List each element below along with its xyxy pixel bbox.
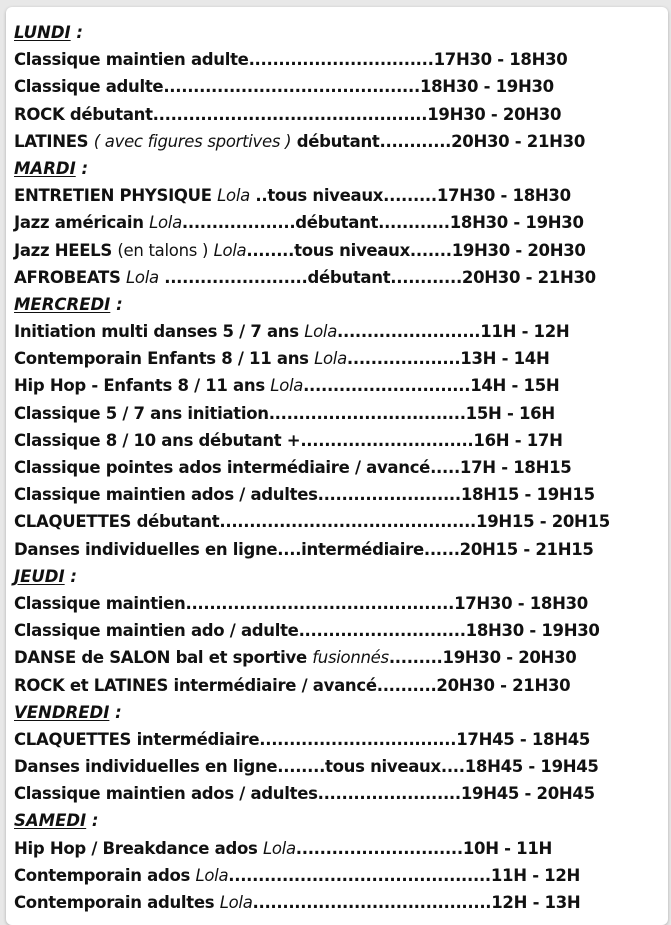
class-text: Classique maintien adulte...............................17H30 - 18H30 bbox=[14, 50, 568, 70]
class-row bbox=[14, 128, 664, 155]
class-note-plain: (en talons ) bbox=[117, 240, 209, 260]
class-row bbox=[14, 264, 664, 291]
class-note: Lola bbox=[304, 322, 338, 342]
class-text: ............................10H - 11H bbox=[295, 838, 553, 858]
class-text: CLAQUETTES intermédiaire.................................17H45 - 18H45 bbox=[14, 729, 591, 749]
class-row bbox=[14, 590, 664, 617]
day-heading bbox=[14, 291, 664, 318]
class-row bbox=[14, 345, 664, 372]
class-note: Lola bbox=[219, 893, 253, 912]
class-row bbox=[14, 753, 664, 780]
class-text: Contemporain adultes bbox=[14, 893, 220, 912]
class-row bbox=[14, 508, 664, 535]
class-row bbox=[14, 889, 664, 916]
class-text: Danses individuelles en ligne........tous niveaux....18H45 - 19H45 bbox=[14, 757, 599, 777]
class-text: .........19H30 - 20H30 bbox=[388, 648, 577, 668]
class-text: Danses individuelles en ligne....intermédiaire......20H15 - 21H15 bbox=[14, 539, 594, 559]
class-row bbox=[14, 237, 664, 264]
class-note: Lola bbox=[149, 213, 182, 233]
class-text: Classique pointes ados intermédiaire / avancé.....17H - 18H15 bbox=[14, 458, 572, 477]
class-row bbox=[14, 46, 664, 73]
class-row bbox=[14, 427, 664, 454]
day-name: VENDREDI bbox=[14, 702, 110, 722]
class-text: CLAQUETTES débutant...........................................19H15 - 20H15 bbox=[14, 512, 610, 532]
class-text: ROCK et LATINES intermédiaire / avancé..........20H30 - 21H30 bbox=[14, 675, 571, 695]
class-text: ........tous niveaux.......19H30 - 20H30 bbox=[246, 240, 586, 260]
class-row bbox=[14, 536, 664, 563]
class-note: ( avec figures sportives ) bbox=[93, 131, 292, 151]
day-separator: : bbox=[109, 702, 122, 722]
class-text: LATINES bbox=[14, 131, 94, 151]
class-row bbox=[14, 726, 664, 753]
class-row bbox=[14, 400, 664, 427]
class-text: Classique adulte...........................................18H30 - 19H30 bbox=[14, 77, 554, 97]
class-text: ENTRETIEN PHYSIQUE bbox=[14, 186, 218, 206]
class-text: Initiation multi danses 5 / 7 ans bbox=[14, 322, 305, 342]
class-text: débutant............20H30 - 21H30 bbox=[291, 131, 586, 151]
day-heading bbox=[14, 699, 664, 726]
class-text: Classique maintien ados / adultes........................19H45 - 20H45 bbox=[14, 784, 595, 804]
class-note: Lola bbox=[262, 838, 296, 858]
class-note: Lola bbox=[217, 186, 250, 206]
class-row bbox=[14, 372, 664, 399]
class-text: Classique 8 / 10 ans débutant +.............................16H - 17H bbox=[14, 430, 563, 450]
class-row bbox=[14, 101, 664, 128]
class-row bbox=[14, 318, 664, 345]
class-note: Lola bbox=[213, 240, 247, 260]
day-separator: : bbox=[110, 294, 123, 314]
class-note: Lola bbox=[126, 267, 159, 287]
class-row bbox=[14, 672, 664, 699]
class-text: Contemporain ados bbox=[14, 865, 196, 885]
day-name: MERCREDI bbox=[14, 294, 111, 314]
class-text: Hip Hop - Enfants 8 / 11 ans bbox=[14, 376, 271, 396]
class-row bbox=[14, 454, 664, 481]
day-heading bbox=[14, 155, 664, 182]
class-row bbox=[14, 862, 664, 889]
class-text: ...................débutant............18H30 - 19H30 bbox=[181, 213, 584, 233]
class-note: Lola bbox=[195, 865, 229, 885]
schedule-sheet bbox=[6, 7, 668, 925]
class-row bbox=[14, 209, 664, 236]
class-row bbox=[14, 644, 664, 671]
class-row bbox=[14, 835, 664, 862]
class-text: ...................13H - 14H bbox=[346, 349, 550, 369]
class-text: ............................14H - 15H bbox=[303, 376, 560, 396]
class-text: ............................................11H - 12H bbox=[228, 865, 581, 885]
class-text: ........................débutant............20H30 - 21H30 bbox=[158, 267, 596, 287]
day-name: SAMEDI bbox=[14, 811, 87, 831]
class-row bbox=[14, 617, 664, 644]
class-text: ROCK débutant..............................................19H30 - 20H30 bbox=[14, 104, 562, 124]
class-text: ..tous niveaux.........17H30 - 18H30 bbox=[249, 186, 571, 206]
class-row bbox=[14, 182, 664, 209]
class-text: AFROBEATS bbox=[14, 267, 126, 287]
class-text: Contemporain Enfants 8 / 11 ans bbox=[14, 349, 315, 369]
class-text: Classique 5 / 7 ans initiation.................................15H - 16H bbox=[14, 403, 555, 423]
class-text: Classique maintien.............................................17H30 - 18H30 bbox=[14, 593, 588, 613]
day-separator: : bbox=[86, 811, 99, 831]
class-row bbox=[14, 780, 664, 807]
class-text: Hip Hop / Breakdance ados bbox=[14, 838, 263, 858]
day-name: LUNDI bbox=[14, 23, 71, 42]
class-text: Jazz américain bbox=[14, 213, 150, 233]
class-note: fusionnés bbox=[312, 648, 389, 668]
day-separator: : bbox=[70, 23, 83, 42]
day-name: MARDI bbox=[14, 158, 76, 178]
class-row bbox=[14, 481, 664, 508]
day-heading bbox=[14, 807, 664, 834]
class-text: Classique maintien ados / adultes........................18H15 - 19H15 bbox=[14, 485, 595, 505]
class-text: Classique maintien ado / adulte............................18H30 - 19H30 bbox=[14, 621, 600, 641]
schedule-list bbox=[14, 19, 664, 916]
class-text: ........................................12H - 13H bbox=[252, 893, 581, 912]
class-text: ........................11H - 12H bbox=[337, 322, 570, 342]
day-heading bbox=[14, 563, 664, 590]
class-row bbox=[14, 73, 664, 100]
day-separator: : bbox=[64, 566, 77, 586]
class-note: Lola bbox=[270, 376, 304, 396]
day-heading bbox=[14, 19, 664, 46]
class-text: Jazz HEELS bbox=[14, 240, 118, 260]
day-name: JEUDI bbox=[14, 566, 65, 586]
class-note: Lola bbox=[314, 349, 347, 369]
day-separator: : bbox=[75, 158, 89, 178]
class-text: DANSE de SALON bal et sportive bbox=[14, 648, 313, 668]
